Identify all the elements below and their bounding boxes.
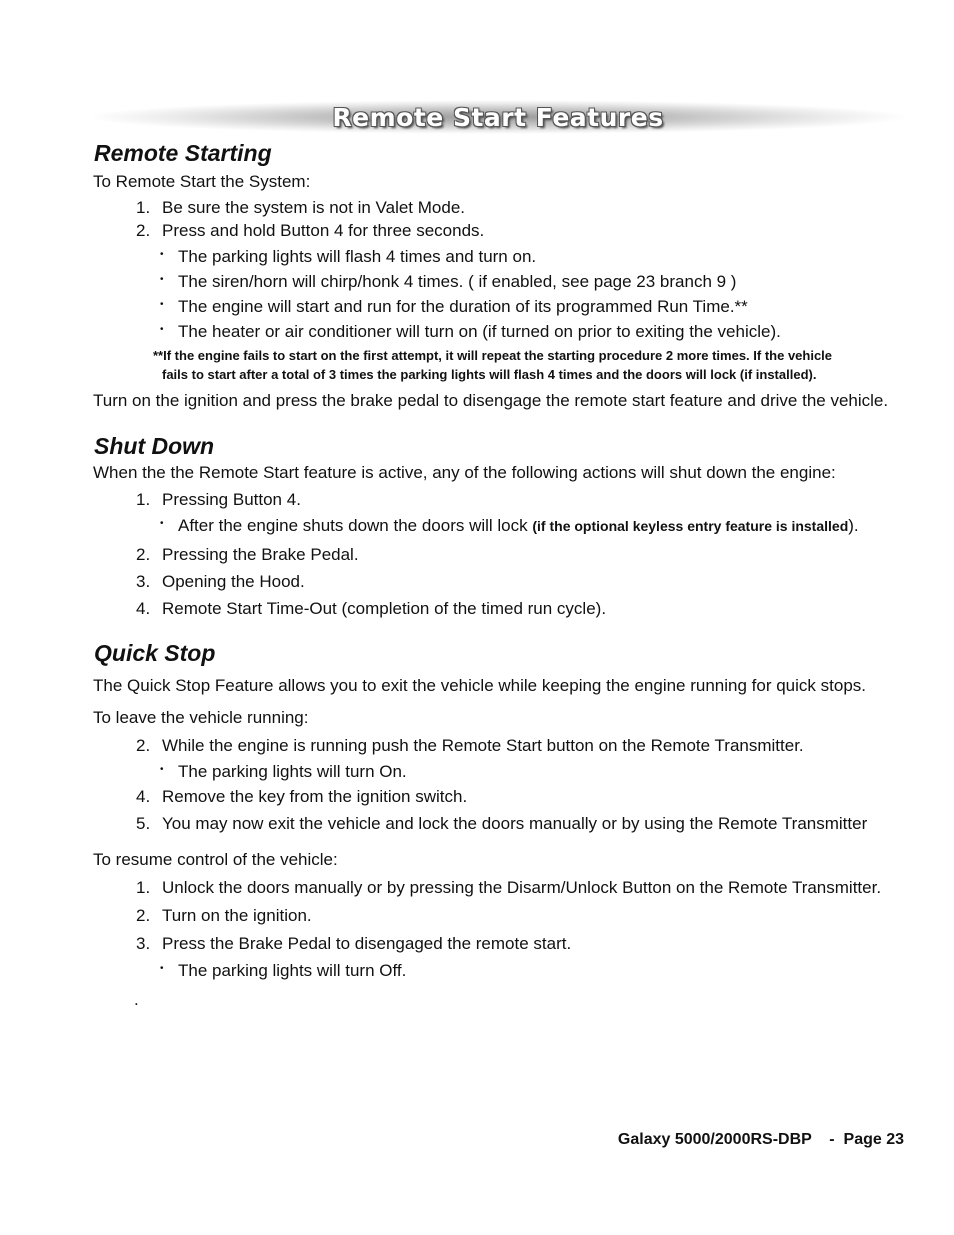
footnote-line-1: **If the engine fails to start on the first attempt, it will repeat the starting procedure 2 more times. If the vehicle [153, 348, 833, 363]
shut-down-intro: When the the Remote Start feature is active, any of the following actions will shut down the engine: [93, 463, 836, 482]
list-item: 3. Opening the Hood. [136, 572, 305, 591]
list-item: 4. Remove the key from the ignition switch. [136, 787, 468, 806]
quick-stop-intro: The Quick Stop Feature allows you to exit the vehicle while keeping the engine running for quick stops. [93, 676, 866, 695]
leave-running-label: To leave the vehicle running: [93, 708, 309, 727]
resume-control-label: To resume control of the vehicle: [93, 850, 338, 869]
bullet-icon: • [160, 274, 164, 285]
stray-dot: . [134, 990, 139, 1009]
list-item: 2. Press and hold Button 4 for three seconds. [136, 221, 485, 240]
list-item: 1. Pressing Button 4. [136, 490, 301, 509]
list-item: 2. Pressing the Brake Pedal. [136, 545, 359, 564]
bullet-item: • The engine will start and run for the duration of its programmed Run Time.** [160, 297, 748, 316]
list-item: 2. While the engine is running push the Remote Start button on the Remote Transmitter. [136, 736, 804, 755]
section-banner [88, 100, 908, 134]
list-item: 2. Turn on the ignition. [136, 906, 312, 925]
bullet-item: • The heater or air conditioner will turn on (if turned on prior to exiting the vehicle). [160, 322, 781, 341]
list-item: 5. You may now exit the vehicle and lock the doors manually or by using the Remote Transmitter [136, 814, 868, 833]
heading-quick-stop: Quick Stop [94, 640, 216, 666]
list-item: 1. Be sure the system is not in Valet Mode. [136, 198, 465, 217]
bullet-item: • The parking lights will turn On. [160, 762, 407, 781]
bullet-icon: • [160, 324, 164, 335]
bullet-icon: • [160, 249, 164, 260]
footnote-line-2: fails to start after a total of 3 times the parking lights will flash 4 times and the doors will lock (if installed). [162, 367, 817, 382]
bullet-icon: • [160, 299, 164, 310]
bullet-icon: • [160, 518, 164, 529]
list-item: 4. Remote Start Time-Out (completion of the timed run cycle). [136, 599, 607, 618]
bullet-item: • The siren/horn will chirp/honk 4 times. ( if enabled, see page 23 branch 9 ) [160, 272, 737, 291]
page-footer: Galaxy 5000/2000RS-DBP - Page 23 [617, 1131, 904, 1148]
bullet-item: • After the engine shuts down the doors will lock (if the optional keyless entry feature is installed). [160, 516, 859, 535]
bullet-icon: • [160, 764, 164, 775]
heading-remote-starting: Remote Starting [94, 140, 272, 166]
banner-title: Remote Start Features [332, 102, 664, 132]
list-item: 1. Unlock the doors manually or by pressing the Disarm/Unlock Button on the Remote Transmitter. [136, 878, 882, 897]
bullet-item: • The parking lights will flash 4 times and turn on. [160, 247, 537, 266]
remote-starting-outro: Turn on the ignition and press the brake pedal to disengage the remote start feature and drive the vehicle. [93, 391, 889, 410]
bullet-icon: • [160, 963, 164, 974]
remote-starting-intro: To Remote Start the System: [93, 172, 311, 191]
list-item: 3. Press the Brake Pedal to disengaged the remote start. [136, 934, 572, 953]
bullet-item: • The parking lights will turn Off. [160, 961, 407, 980]
heading-shut-down: Shut Down [94, 433, 215, 459]
